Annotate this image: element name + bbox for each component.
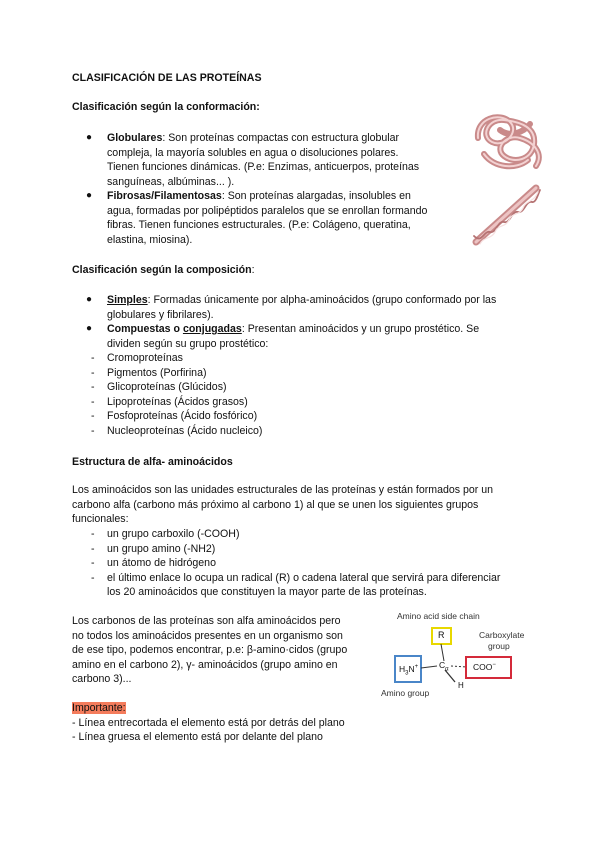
page-title: CLASIFICACIÓN DE LAS PROTEÍNAS: [72, 72, 262, 84]
bond-coo: [451, 666, 466, 667]
list-item: - un grupo carboxilo (-COOH): [91, 528, 240, 540]
fibrous-protein-illustration: [470, 184, 542, 246]
bullet-icon: ●: [86, 323, 93, 334]
importante-block: Importante: - Línea entrecortada el elemento está por detrás del plano - Línea gruesa el elemento está por delante del plano: [72, 702, 345, 744]
prosthetic-group-list: [0, 351, 600, 439]
conformacion-heading: Clasificación según la conformación:: [72, 101, 260, 113]
globular-protein-illustration: [470, 108, 550, 178]
bond-n: [421, 666, 437, 668]
list-item-continuation: los 20 aminoácidos que constituyen la mayor parte de las proteínas.: [107, 586, 427, 599]
list-item: - Pigmentos (Porfirina): [91, 366, 207, 379]
conjugadas-term: conjugadas: [182, 323, 242, 335]
list-item: - Nucleoproteínas (Ácido nucleico): [91, 424, 263, 437]
fibrosas-term: Fibrosas/Filamentosas: [107, 190, 222, 202]
h3n-label: $H_3N^+$: [399, 663, 419, 677]
functional-groups-list: [0, 527, 600, 600]
globulares-term: Globulares: [107, 132, 163, 144]
r-label: R: [438, 630, 445, 640]
list-item: - Cromoproteínas: [91, 352, 183, 364]
estructura-paragraph: Los aminoácidos son las unidades estructurales de las proteínas y están formados por un carbono alfa (carbono más próximo al carbono 1) al que se unen los siguientes grupos funcionales:: [72, 484, 494, 526]
simples-term: Simples: [107, 294, 148, 306]
carboxylate-label: Carboxylate: [479, 630, 525, 640]
importante-label: Importante:: [72, 702, 126, 714]
bond-r: [441, 644, 444, 661]
list-item: - el último enlace lo ocupa un radical (R) o cadena lateral que servirá para diferenciar: [91, 571, 501, 584]
h-label: H: [458, 681, 464, 690]
list-item: - Glicoproteínas (Glúcidos): [91, 381, 227, 394]
list-item: - Lipoproteínas (Ácidos grasos): [91, 395, 248, 408]
bullet-icon: ●: [86, 132, 93, 143]
amino-group-label: Amino group: [381, 688, 430, 698]
estructura-heading: Estructura de alfa- aminoácidos: [72, 456, 233, 468]
side-chain-label: Amino acid side chain: [397, 611, 480, 621]
carboxylate-label-2: group: [488, 641, 510, 651]
fibrosas-item: Fibrosas/Filamentosas: Son proteínas alargadas, insolubles en agua, formadas por polipéptidos paralelos que se enrollan formando fibras. Tienen funciones estructurales. (P.e: Colágeno, queratina, elastina, miosina).: [107, 190, 428, 246]
alpha-carbon-label: $C_\alpha$: [439, 660, 449, 673]
simples-item: Simples: Formadas únicamente por alpha-aminoácidos (grupo conformado por las globulares y fibrilares).: [107, 294, 497, 321]
globulares-item: Globulares: Son proteínas compactas con estructura globular compleja, la mayoría solubles en agua o disoluciones polares. Tienen funciones dinámicas. (P.e: Enzimas, anticuerpos, proteínas sanguíneas, albúminas... ).: [107, 132, 420, 188]
compuestas-item: Compuestas o conjugadas: Presentan aminoácidos y un grupo prostético. Se dividen según su grupo prostético:: [107, 323, 480, 350]
amino-acid-diagram: [375, 608, 545, 703]
carbonos-paragraph: Los carbonos de las proteínas son alfa aminoácidos pero no todos los aminoácidos presentes en un organismo son de ese tipo, podemos encontrar, p.e: β-amino·cidos (grupo amino en el carbono 2), γ- aminoácidos (grupo amino en carbono 3)...: [72, 615, 348, 686]
list-item: - Fosfoproteínas (Ácido fosfórico): [91, 410, 258, 423]
bullet-icon: ●: [86, 294, 93, 305]
composicion-heading: Clasificación según la composición:: [72, 264, 255, 276]
bullet-icon: ●: [86, 190, 93, 201]
coo-label: COO−: [473, 662, 496, 672]
list-item: - un átomo de hidrógeno: [91, 557, 216, 570]
compuestas-term: Compuestas o: [107, 323, 183, 335]
list-item: - un grupo amino (-NH2): [91, 542, 216, 555]
